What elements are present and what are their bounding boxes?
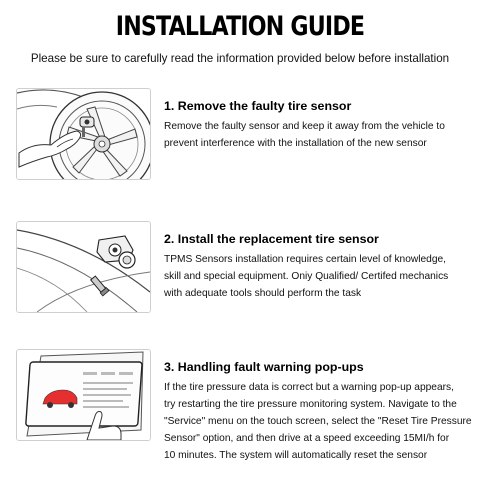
wheel-sensor-removal-illustration (16, 88, 151, 180)
step-1 (0, 88, 480, 178)
step-2-line: skill and special equipment. Oniy Qualified/ Certifed mechanics (164, 271, 449, 282)
step-1-heading: 1. Remove the faulty tire sensor (164, 99, 352, 113)
page-subtitle: Please be sure to carefully read the information provided below before installation (30, 52, 450, 65)
step-2-heading: 2. Install the replacement tire sensor (164, 232, 379, 246)
sensor-installation-illustration (16, 221, 151, 313)
step-3-line: If the tire pressure data is correct but a warning pop-up appears, (164, 382, 454, 393)
step-3-line: try restarting the tire pressure monitoring system. Navigate to the (164, 399, 457, 410)
step-3-line: "Service" menu on the touch screen, select the "Reset Tire Pressure (164, 416, 472, 427)
step-2 (0, 221, 480, 311)
step-3-body (164, 379, 472, 464)
step-3-heading: 3. Handling fault warning pop-ups (164, 360, 364, 374)
step-1-line: prevent interference with the installation of the new sensor (164, 138, 427, 149)
step-3-line: Sensor" option, and then drive at a speed exceeding 15MI/h for (164, 433, 450, 444)
step-1-body (164, 118, 464, 152)
step-2-line: TPMS Sensors installation requires certain level of knowledge, (164, 254, 446, 265)
step-3-line: 10 minutes. The system will automatically reset the sensor (164, 450, 428, 461)
step-2-body (164, 251, 464, 302)
step-2-line: with adequate tools should perform the task (164, 288, 362, 299)
touchscreen-reset-illustration (16, 349, 151, 441)
step-1-line: Remove the faulty sensor and keep it away from the vehicle to (164, 121, 445, 132)
page-title: INSTALLATION GUIDE (115, 11, 365, 42)
step-3 (0, 349, 480, 461)
